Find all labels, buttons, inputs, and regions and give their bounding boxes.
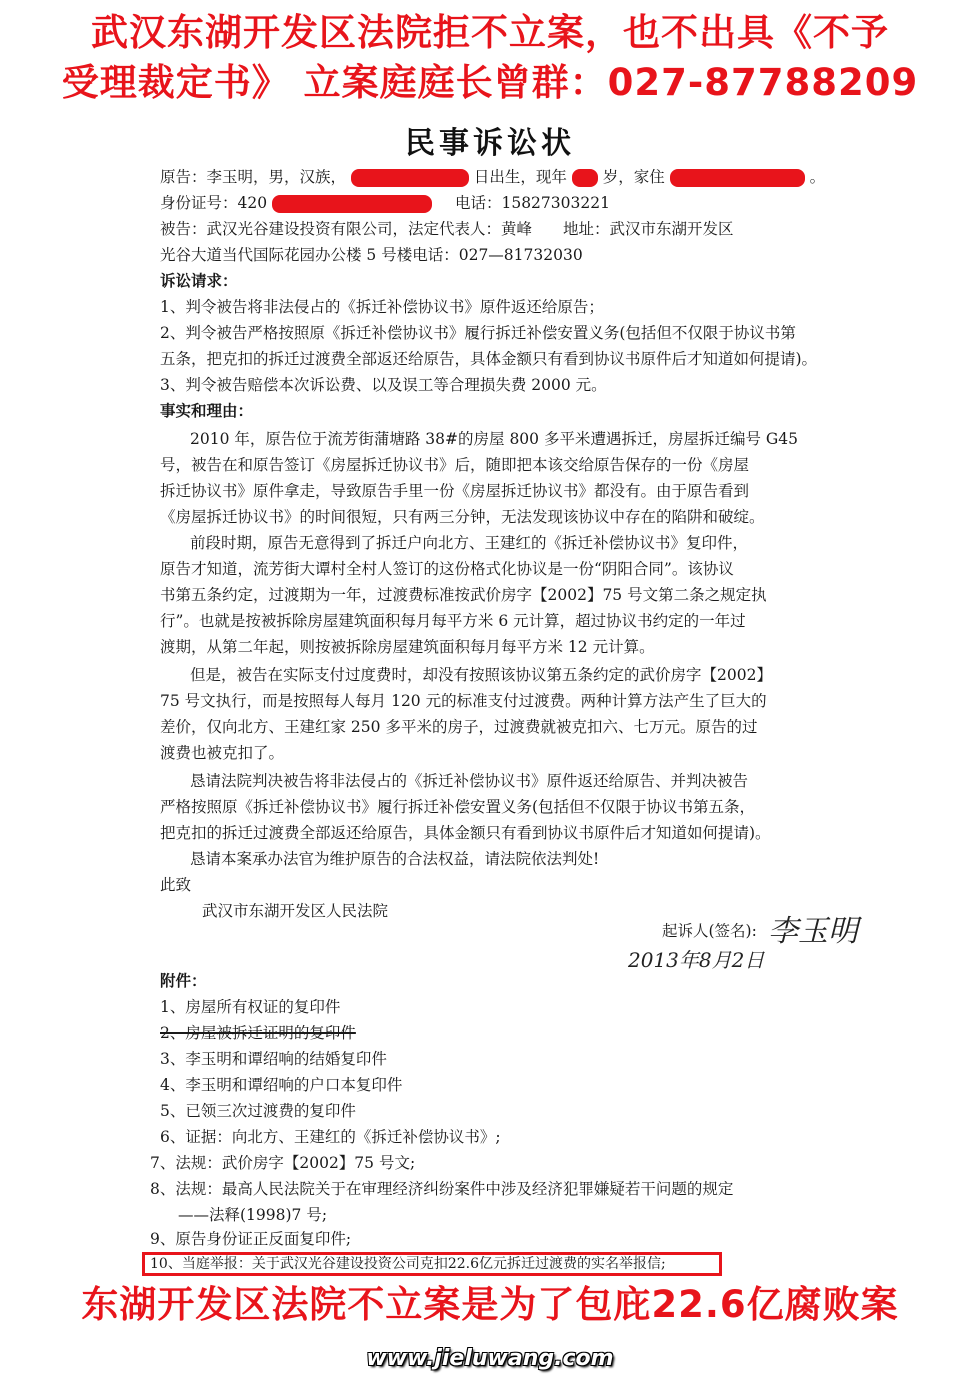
- attachments-heading: 附件：: [160, 971, 207, 990]
- plaintiff-birth-text: 日出生，现年: [473, 168, 567, 186]
- facts-line: 恳请法院判决被告将非法侵占的《拆迁补偿协议书》原件返还给原告、并判决被告: [190, 772, 749, 790]
- facts-line: 前段时期，原告无意得到了拆迁户向北方、王建红的《拆迁补偿协议书》复印件，: [190, 534, 749, 552]
- closing-text: 此致: [160, 876, 192, 894]
- facts-line: 原告才知道，流芳街大谭村全村人签订的这份格式化协议是一份“阴阳合同”。该协议: [160, 560, 734, 578]
- facts-line: 书第五条约定，过渡期为一年，过渡费标准按武价房字【2002】75 号文第二条之规定执: [160, 586, 767, 604]
- headline-top-line2: 受理裁定书》 立案庭庭长曾群：027-87788209: [61, 61, 919, 104]
- facts-line: 差价，仅向北方、王建红家 250 多平米的房子，过渡费就被克扣六、七万元。原告的过: [160, 718, 758, 736]
- facts-line: 号，被告在和原告签订《房屋拆迁协议书》后，随即把本该交给原告保存的一份《房屋: [160, 456, 750, 474]
- facts-line: 渡费也被克扣了。: [160, 744, 285, 762]
- headline-bottom: 东湖开发区法院不立案是为了包庇22.6亿腐败案: [81, 1283, 899, 1326]
- signer-label: 起诉人(签名):: [662, 922, 757, 940]
- attachment-item-cont: ——法释(1998)7 号;: [178, 1206, 328, 1224]
- redaction-mark: [272, 195, 432, 213]
- facts-line: 行”。也就是按被拆除房屋建筑面积每月每平方米 6 元计算，超过协议书约定的一年过: [160, 612, 746, 630]
- defendant-address-line: 光谷大道当代国际花园办公楼 5 号楼电话：027—81732030: [160, 246, 583, 264]
- attachment-item: 1、房屋所有权证的复印件: [160, 998, 341, 1016]
- facts-line: 《房屋拆迁协议书》的时间很短，只有两三分钟，无法发现该协议中存在的陷阱和破绽。: [160, 508, 765, 526]
- court-name: 武汉市东湖开发区人民法院: [202, 902, 389, 920]
- plaintiff-text: 原告：李玉明，男，汉族，: [160, 168, 347, 186]
- facts-line: 把克扣的拆迁过渡费全部返还给原告，具体金额只有看到协议书原件后才知道如何提请)。: [160, 824, 771, 842]
- facts-line: 拆迁协议书》原件拿走，导致原告手里一份《房屋拆迁协议书》都没有。由于原告看到: [160, 482, 750, 500]
- facts-line: 75 号文执行，而是按照每人每月 120 元的标准支付过渡费。两种计算方法产生了巨大的: [160, 692, 767, 710]
- attachment-item: 5、已领三次过渡费的复印件: [160, 1102, 356, 1120]
- document-title: 民事诉讼状: [405, 126, 575, 161]
- attachment-item: 9、原告身份证正反面复印件;: [150, 1230, 352, 1248]
- period-mark: 。: [809, 168, 826, 186]
- facts-line: 但是，被告在实际支付过度费时，却没有按照该协议第五条约定的武价房字【2002】: [190, 666, 772, 684]
- attachment-item: 8、法规：最高人民法院关于在审理经济纠纷案件中涉及经济犯罪嫌疑若干问题的规定: [150, 1180, 734, 1198]
- plaintiff-address-label: 岁，家住: [602, 168, 665, 186]
- phone-text: 电话：15827303221: [454, 194, 610, 212]
- attachment-item-highlighted: 10、当庭举报：关于武汉光谷建设投资公司克扣22.6亿元拆迁过渡费的实名举报信;: [150, 1256, 666, 1272]
- signature-name: 李玉明: [768, 914, 858, 949]
- facts-line: 严格按照原《拆迁补偿协议书》履行拆迁补偿安置义务(包括但不仅限于协议书第五条，: [160, 798, 756, 816]
- defendant-line: 被告：武汉光谷建设投资有限公司，法定代表人：黄峰 地址：武汉市东湖开发区: [160, 220, 734, 238]
- facts-line: 2010 年，原告位于流芳街蒲塘路 38#的房屋 800 多平米遭遇拆迁，房屋拆迁编号 G45: [190, 430, 798, 448]
- attachment-item-struck: 2、房屋被拆迁证明的复印件: [160, 1024, 356, 1042]
- headline-top: [0, 8, 980, 108]
- claims-heading: 诉讼请求：: [160, 271, 238, 290]
- redaction-mark: [351, 169, 469, 187]
- headline-top-line1: 武汉东湖开发区法院拒不立案，也不出具《不予: [91, 11, 889, 54]
- attachment-item: 6、证据：向北方、王建红的《拆迁补偿协议书》;: [160, 1128, 501, 1146]
- redaction-mark: [670, 169, 805, 187]
- site-watermark: www.jieluwang.com: [366, 1346, 614, 1371]
- facts-line: 恳请本案承办法官为维护原告的合法权益，请法院依法判处!: [190, 850, 600, 868]
- signature-date: 2013年8月2日: [628, 948, 765, 972]
- facts-line: 渡期，从第二年起，则按被拆除房屋建筑面积每月每平方米 12 元计算。: [160, 638, 655, 656]
- claim-line: 2、判令被告严格按照原《拆迁补偿协议书》履行拆迁补偿安置义务(包括但不仅限于协议书第: [160, 324, 796, 342]
- claim-line: 1、判令被告将非法侵占的《拆迁补偿协议书》原件返还给原告；: [160, 298, 604, 316]
- id-line: [160, 192, 610, 214]
- claim-line: 3、判令被告赔偿本次诉讼费、以及误工等合理损失费 2000 元。: [160, 376, 607, 394]
- attachment-item: 3、李玉明和谭绍响的结婚复印件: [160, 1050, 387, 1068]
- plaintiff-line: [160, 166, 825, 188]
- attachment-item: 4、李玉明和谭绍响的户口本复印件: [160, 1076, 403, 1094]
- attachment-item: 7、法规：武价房字【2002】75 号文;: [150, 1154, 416, 1172]
- claim-line: 五条，把克扣的拆迁过渡费全部返还给原告，具体金额只有看到协议书原件后才知道如何提请)。: [160, 350, 818, 368]
- id-label: 身份证号：420: [160, 194, 268, 212]
- redaction-mark: [572, 169, 598, 187]
- facts-heading: 事实和理由：: [160, 401, 254, 420]
